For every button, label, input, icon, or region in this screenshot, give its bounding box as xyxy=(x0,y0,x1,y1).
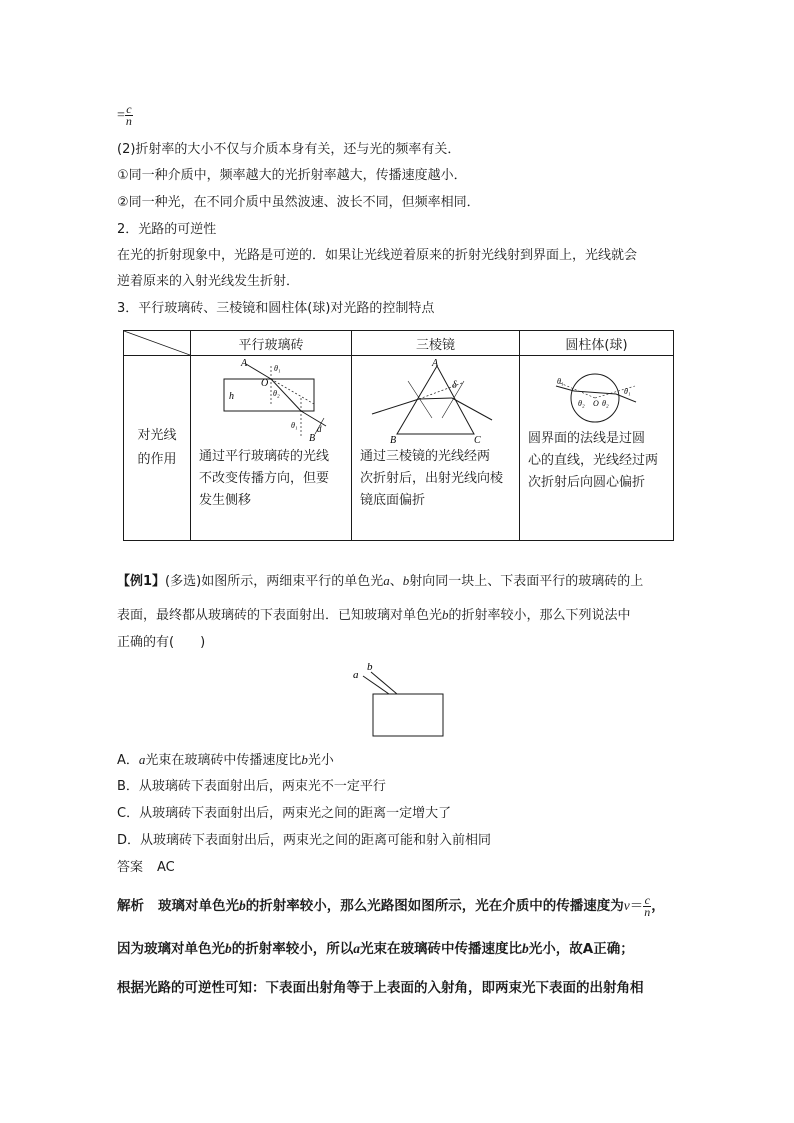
header-prism: 三棱镜 xyxy=(352,331,520,356)
formula-eq: = xyxy=(117,108,125,123)
label-theta1-bottom: θ₁ xyxy=(291,421,298,430)
analysis-line-2 xyxy=(117,939,634,959)
example-fig-a: a xyxy=(353,669,359,681)
analysis-text-1a: 玻璃对单色光 xyxy=(158,898,239,914)
optics-table xyxy=(123,330,674,541)
row-label-2: 的作用 xyxy=(137,452,177,467)
analysis-text-1b: 的折射率较小，那么光路图如图所示，光在介质中的传播速度为 xyxy=(245,898,624,914)
cyl-caption-line-3: 次折射后向圆心偏折 xyxy=(528,475,646,490)
label-B: B xyxy=(309,433,316,444)
example-text-1b: 射向同一块上、下表面平行的玻璃砖的上 xyxy=(409,574,644,589)
prism-caption-line-1: 通过三棱镜的光线经两 xyxy=(360,449,491,464)
label-O: O xyxy=(261,378,269,389)
analysis-var-v: v xyxy=(623,898,630,913)
analysis-text-2a: 因为玻璃对单色光 xyxy=(117,941,225,957)
answer-label: 答案 xyxy=(117,860,144,875)
row-label-cell xyxy=(124,356,191,541)
label-A: A xyxy=(241,358,248,369)
prism-label-delta: δ xyxy=(452,380,457,391)
cell-prism xyxy=(352,356,520,541)
label-theta1-top: θ₁ xyxy=(274,364,281,373)
example-fig-b: b xyxy=(367,661,373,673)
section-2-body-2: 逆着原来的入射光线发生折射． xyxy=(117,274,300,289)
point-2: (2)折射率的大小不仅与介质本身有关，还与光的频率有关． xyxy=(117,142,461,157)
point-2a: ①同一种介质中，频率越大的光折射率越大，传播速度越小． xyxy=(117,168,467,183)
analysis-eq: ＝ xyxy=(629,898,644,914)
example-var-a: a xyxy=(383,573,390,588)
cyl-theta1-left: θ₁ xyxy=(557,377,564,386)
formula-fraction xyxy=(125,104,133,127)
corner-diagonal xyxy=(124,331,190,355)
example-text-2b: 的折射率较小，那么下列说法中 xyxy=(448,608,631,623)
option-d: D．从玻璃砖下表面射出后，两束光之间的距离可能和射入前相同 xyxy=(117,833,492,848)
cyl-theta1-right: θ₁ xyxy=(624,387,631,396)
cyl-theta2-left: θ₂ xyxy=(578,399,585,408)
glass-slab-diagram xyxy=(191,356,351,444)
option-a-var-a: a xyxy=(138,752,146,767)
row-label-1: 对光线 xyxy=(137,428,177,443)
analysis-var-b-2: b xyxy=(225,941,232,956)
example-figure xyxy=(345,660,455,740)
answer-value: AC xyxy=(157,860,175,875)
analysis-line-3: 根据光路的可逆性可知：下表面出射角等于上表面的入射角，即两束光下表面的出射角相 xyxy=(117,980,644,996)
cell-glass-slab xyxy=(191,356,352,541)
section-2-title: 2．光路的可逆性 xyxy=(117,222,217,237)
example-tag: 【例1】 xyxy=(117,574,166,589)
cyl-caption-line-2: 心的直线，光线经过两 xyxy=(528,453,659,468)
analysis-line-1 xyxy=(117,891,665,921)
prism-caption xyxy=(352,444,519,512)
formula-num: c xyxy=(126,102,132,116)
analysis-label: 解析 xyxy=(117,898,144,914)
analysis-var-b: b xyxy=(239,898,246,913)
analysis-text-2d: 光小，故A正确； xyxy=(528,941,634,957)
example-line-2 xyxy=(117,605,631,626)
label-h: h xyxy=(229,391,234,402)
point-2b: ②同一种光，在不同介质中虽然波速、波长不同，但频率相同． xyxy=(117,195,480,210)
example-var-b-2: b xyxy=(442,607,449,622)
analysis-text-2c: 光束在玻璃砖中传播速度比 xyxy=(360,941,522,957)
analysis-text-2b: 的折射率较小，所以 xyxy=(231,941,354,957)
option-c: C．从玻璃砖下表面射出后，两束光之间的距离一定增大了 xyxy=(117,806,452,821)
analysis-var-b-3: b xyxy=(522,941,529,956)
formula-top xyxy=(117,101,133,131)
example-line-1 xyxy=(117,571,643,592)
glass-caption-line-3: 发生侧移 xyxy=(199,493,252,508)
option-b: B．从玻璃砖下表面射出后，两束光不一定平行 xyxy=(117,779,386,794)
glass-caption-line-1: 通过平行玻璃砖的光线 xyxy=(199,449,330,464)
table-header-row xyxy=(124,331,674,356)
option-a-prefix: A． xyxy=(117,753,139,768)
example-var-b: b xyxy=(402,573,410,588)
example-text-2a: 表面，最终都从玻璃砖的下表面射出．已知玻璃对单色光 xyxy=(117,608,443,623)
analysis-comma: ， xyxy=(651,898,665,914)
cyl-theta2-right: θ₂ xyxy=(602,399,609,408)
section-2-body-1: 在光的折射现象中，光路是可逆的．如果让光线逆着原来的折射光线射到界面上，光线就会 xyxy=(117,248,638,263)
analysis-den: n xyxy=(644,904,651,919)
option-a-text: 光束在玻璃砖中传播速度比 xyxy=(145,753,302,768)
example-text-1a: (多选)如图所示，两细束平行的单色光 xyxy=(165,574,384,589)
cyl-caption-line-1: 圆界面的法线是过圆 xyxy=(528,431,646,446)
cylinder-diagram xyxy=(520,356,673,426)
prism-caption-line-2: 次折射后，出射光线向棱 xyxy=(360,471,504,486)
prism-label-B: B xyxy=(390,435,397,444)
analysis-var-a: a xyxy=(353,941,360,956)
glass-caption-line-2: 不改变传播方向，但要 xyxy=(199,471,330,486)
cell-cylinder xyxy=(520,356,674,541)
option-a-tail: 光小 xyxy=(307,753,334,768)
example-line-3: 正确的有( ) xyxy=(117,635,206,650)
option-a-var-b: b xyxy=(301,752,308,767)
section-3-title: 3．平行玻璃砖、三棱镜和圆柱体(球)对光路的控制特点 xyxy=(117,301,435,316)
cylinder-caption xyxy=(520,426,673,494)
example-sep: 、 xyxy=(389,574,403,589)
label-theta2: θ₂ xyxy=(273,389,280,398)
prism-diagram xyxy=(352,356,519,444)
glass-slab-caption xyxy=(191,444,351,512)
prism-label-A: A xyxy=(432,358,439,369)
table-body-row xyxy=(124,356,674,541)
header-glass-slab: 平行玻璃砖 xyxy=(191,331,352,356)
cyl-center-O: O xyxy=(593,399,599,408)
prism-caption-line-3: 镜底面偏折 xyxy=(360,493,426,508)
header-cylinder: 圆柱体(球) xyxy=(520,331,674,356)
table-corner-cell xyxy=(124,331,191,356)
answer-line xyxy=(117,858,175,878)
analysis-num: c xyxy=(644,892,650,907)
option-a xyxy=(117,750,334,771)
label-d: d xyxy=(317,424,322,434)
formula-den: n xyxy=(125,114,132,128)
prism-label-C: C xyxy=(474,435,481,444)
